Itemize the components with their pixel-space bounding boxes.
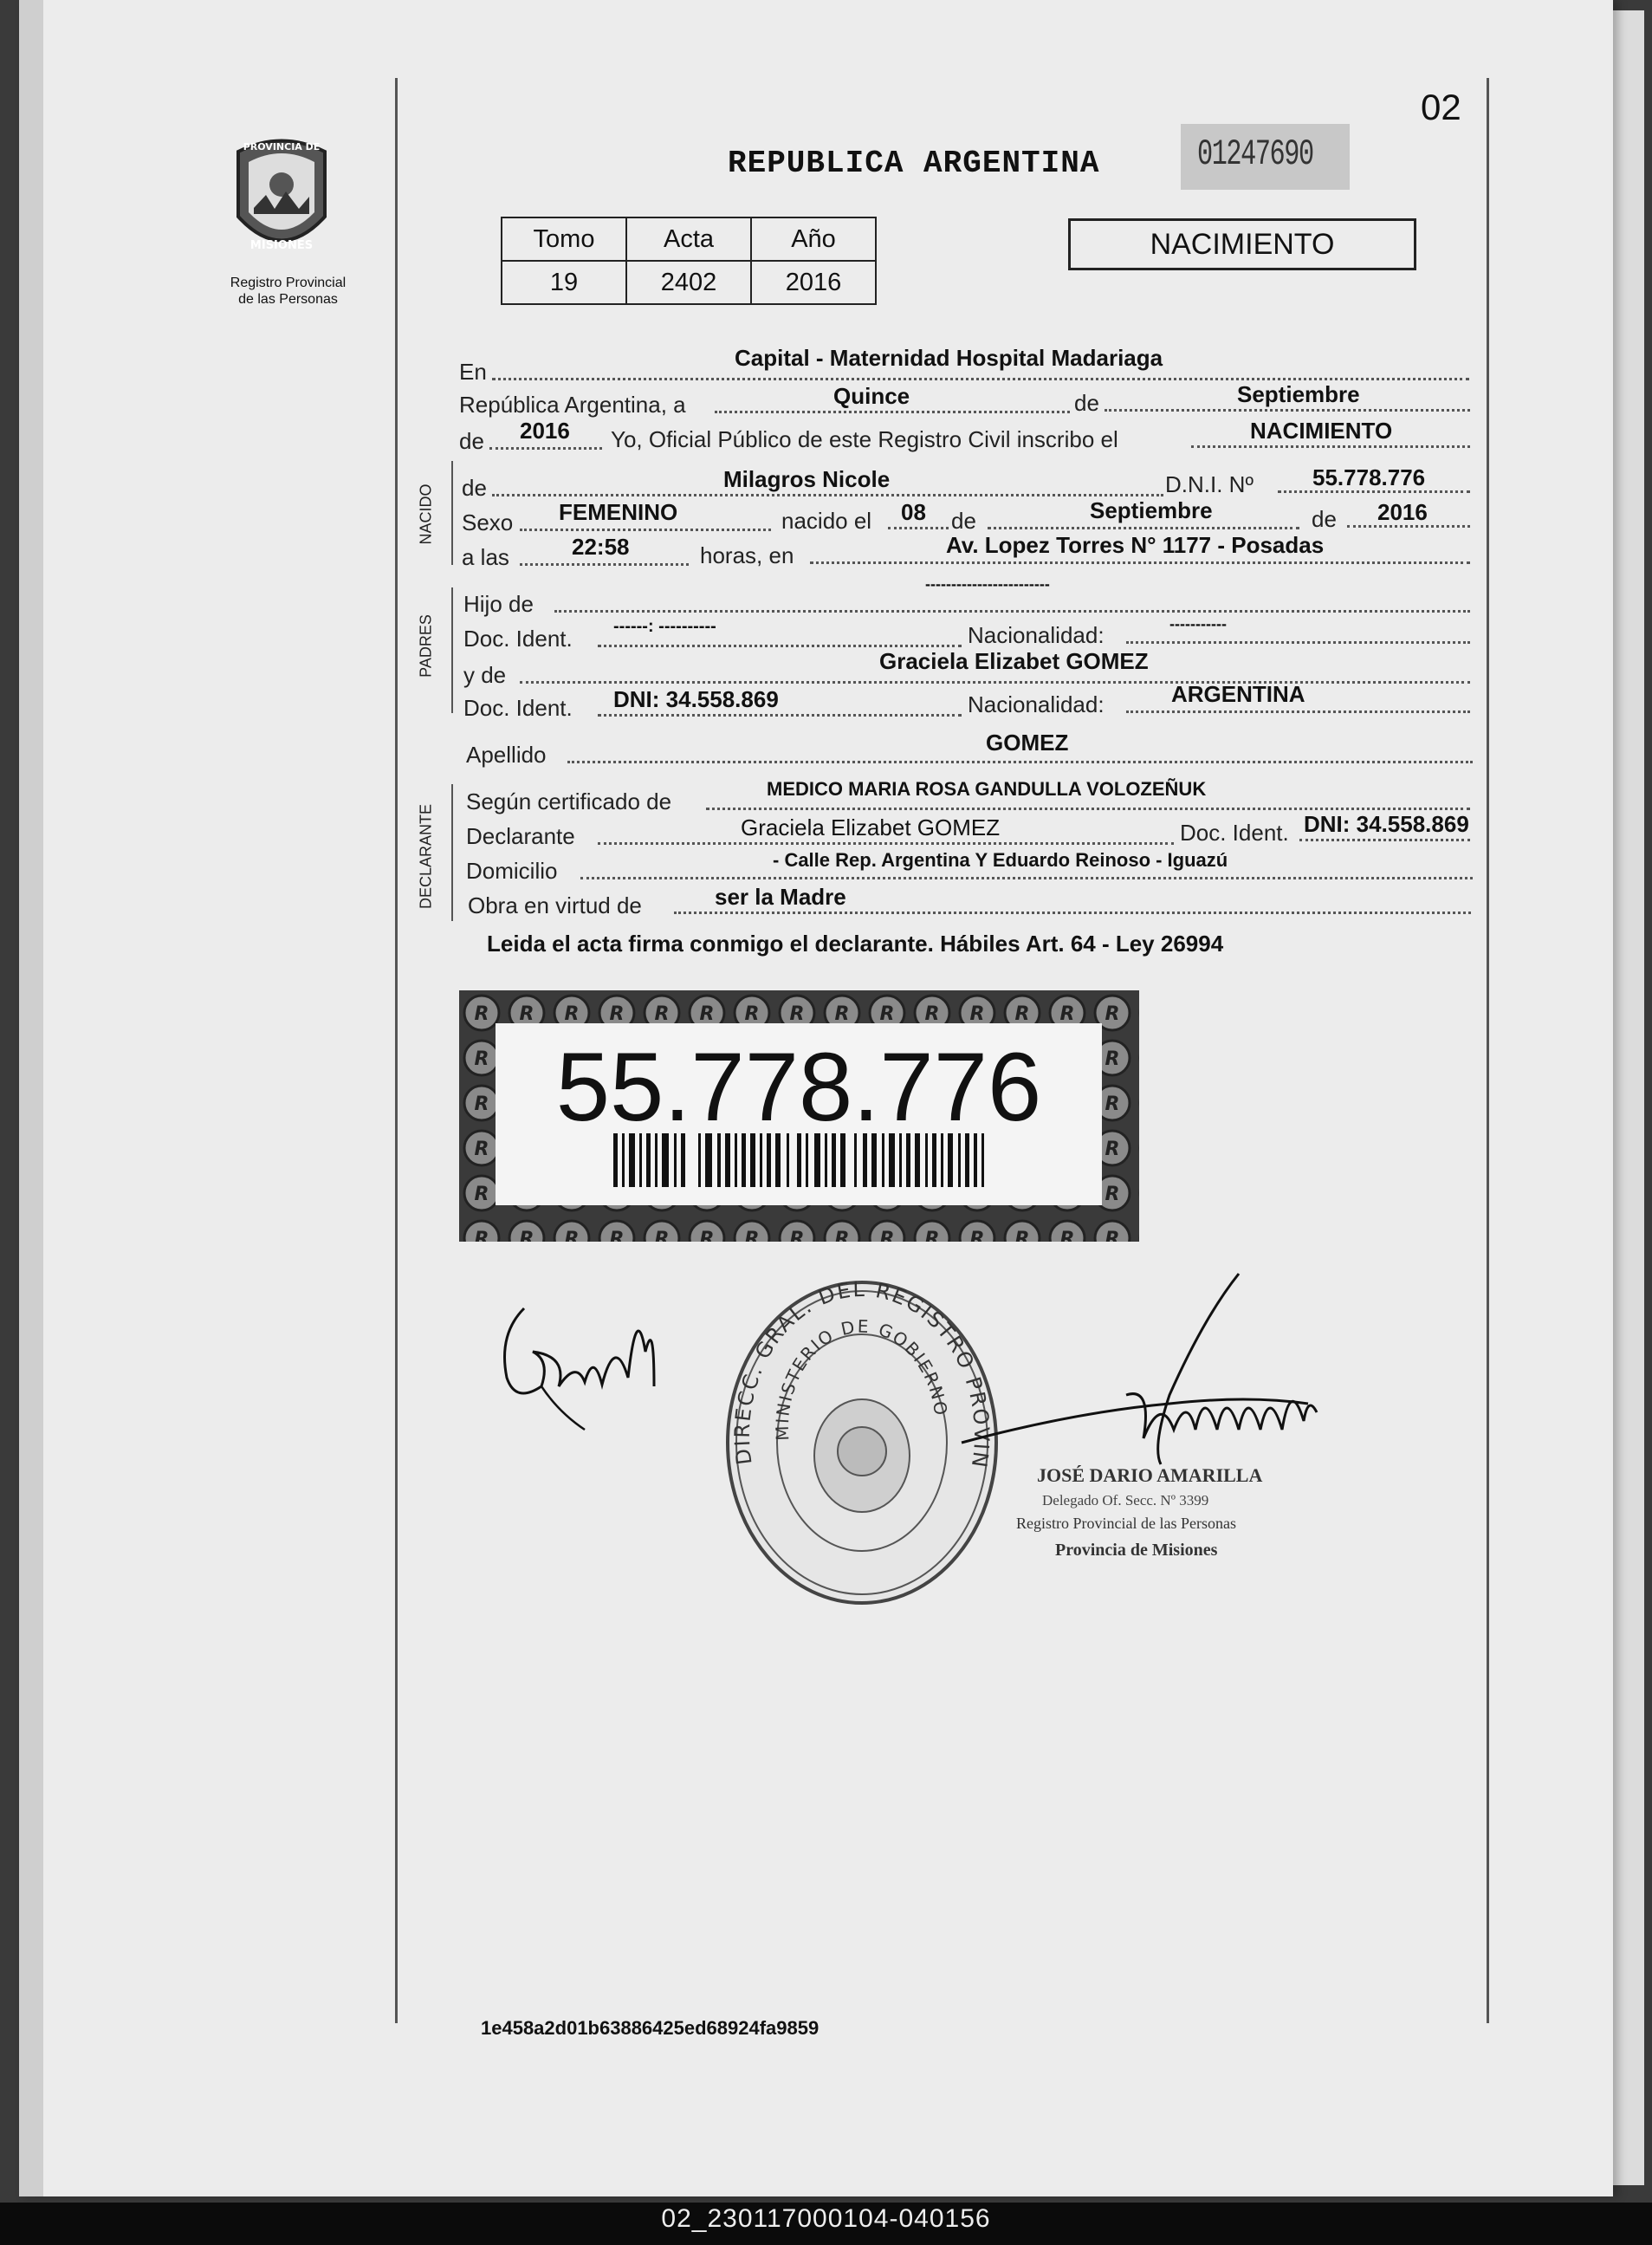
logo-caption-line2: de las Personas — [238, 292, 338, 307]
father-nationality-value: ----------- — [1169, 615, 1227, 633]
dotted-line — [489, 447, 602, 450]
image-footer-label: 02_230117000104-040156 — [661, 2204, 991, 2233]
domicilio-value: - Calle Rep. Argentina Y Eduardo Reinoso - Iguazú — [773, 849, 1228, 871]
de-label: de — [1312, 506, 1337, 532]
domicilio-label: Domicilio — [466, 858, 558, 884]
year-value: 2016 — [520, 418, 570, 444]
register-value-anio: 2016 — [751, 261, 876, 304]
child-name-value: Milagros Nicole — [723, 466, 891, 492]
birth-time-value: 22:58 — [572, 534, 630, 560]
de-label: de — [951, 508, 976, 534]
apellido-value: GOMEZ — [986, 730, 1069, 756]
apellido-label: Apellido — [466, 742, 547, 768]
dotted-line — [1126, 710, 1470, 713]
dotted-line — [520, 681, 1470, 684]
dotted-line — [1191, 445, 1470, 448]
sexo-value: FEMENINO — [559, 499, 678, 525]
dotted-line — [492, 378, 1469, 380]
doc-ident-label: Doc. Ident. — [463, 626, 573, 652]
birth-day-value: 08 — [901, 499, 926, 525]
horas-label: horas, en — [700, 542, 794, 568]
child-dni-value: 55.778.776 — [1312, 464, 1426, 490]
signatory-org: Registro Provincial de las Personas — [1016, 1515, 1236, 1532]
declarante-label: Declarante — [466, 823, 575, 849]
svg-text:MISIONES: MISIONES — [249, 239, 314, 252]
dotted-line — [520, 529, 771, 531]
dotted-line — [520, 563, 689, 566]
declarante-doc-value: DNI: 34.558.869 — [1304, 811, 1469, 837]
dotted-line — [1126, 641, 1470, 644]
father-doc-value: ------: ---------- — [613, 617, 716, 636]
declarante-value: Graciela Elizabet GOMEZ — [741, 814, 1001, 840]
mother-nationality-value: ARGENTINA — [1171, 681, 1305, 707]
signatory-name: JOSÉ DARIO AMARILLA — [1037, 1464, 1263, 1486]
page-edge — [19, 0, 43, 2196]
place-value: Capital - Maternidad Hospital Madariaga — [735, 345, 1163, 371]
de-label: de — [1074, 390, 1099, 416]
province-logo — [221, 134, 342, 264]
record-type-box: NACIMIENTO — [1068, 218, 1416, 270]
register-header-acta: Acta — [626, 217, 751, 261]
document-hash: 1e458a2d01b63886425ed68924fa9859 — [481, 2017, 820, 2039]
dotted-line — [888, 527, 949, 529]
dotted-line — [715, 411, 1070, 413]
register-table — [501, 217, 877, 305]
register-value-tomo: 19 — [502, 261, 626, 304]
certificado-value: MEDICO MARIA ROSA GANDULLA VOLOZEÑUK — [767, 778, 1207, 800]
doc-ident-label: Doc. Ident. — [1180, 820, 1289, 846]
sexo-label: Sexo — [462, 509, 514, 535]
certificado-label: Según certificado de — [466, 788, 672, 814]
page-number: 02 — [1421, 87, 1461, 127]
signatory-role: Delegado Of. Secc. Nº 3399 — [1042, 1492, 1209, 1509]
section-divider-declarante — [451, 784, 453, 921]
month-value: Septiembre — [1237, 381, 1360, 407]
dotted-line — [674, 912, 1471, 914]
delegate-signature — [944, 1265, 1386, 1495]
obra-value: ser la Madre — [715, 884, 846, 910]
registrar-signature — [489, 1282, 680, 1460]
nacionalidad-label: Nacionalidad: — [968, 622, 1105, 648]
doc-ident-label: Doc. Ident. — [463, 695, 573, 721]
dotted-line — [810, 561, 1470, 564]
register-header-tomo: Tomo — [502, 217, 626, 261]
de-label: de — [462, 475, 487, 501]
birth-month-value: Septiembre — [1090, 497, 1213, 523]
mother-name-value: Graciela Elizabet GOMEZ — [879, 648, 1149, 674]
mother-doc-value: DNI: 34.558.869 — [613, 686, 779, 712]
document-title: REPUBLICA ARGENTINA — [728, 146, 1100, 181]
section-label-declarante: DECLARANTE — [417, 803, 435, 910]
dotted-line — [598, 645, 962, 647]
father-name-value: ------------------------ — [925, 575, 1050, 593]
nacido-el-label: nacido el — [781, 508, 872, 534]
signatory-province: Provincia de Misiones — [1055, 1541, 1218, 1560]
margin-line — [395, 78, 398, 2023]
right-border-line — [1487, 78, 1489, 2023]
day-words-value: Quince — [833, 383, 910, 409]
dotted-line — [1105, 409, 1470, 412]
seal-inner-text: MINISTERIO DE GOBIERNO — [771, 1315, 952, 1442]
de2-label: de — [459, 428, 484, 454]
section-label-padres: PADRES — [417, 614, 435, 678]
seal-outer-text: DIRECC. GRAL. DEL REGISTRO PROVIN — [729, 1276, 994, 1471]
dni-label: D.N.I. Nº — [1165, 471, 1254, 497]
section-divider-nacido — [451, 461, 453, 565]
republica-label: República Argentina, a — [459, 392, 686, 418]
obra-label: Obra en virtud de — [468, 892, 642, 918]
hijo-de-label: Hijo de — [463, 591, 534, 617]
dotted-line — [580, 877, 1473, 879]
inscribe-label: Yo, Oficial Público de este Registro Civil inscribo el — [611, 426, 1118, 452]
svg-text:PROVINCIA DE: PROVINCIA DE — [243, 141, 321, 152]
dotted-line — [492, 494, 1163, 496]
id-number: 55.778.776 — [555, 1033, 1042, 1141]
nacionalidad-label: Nacionalidad: — [968, 691, 1105, 717]
dotted-line — [554, 610, 1470, 613]
closing-statement: Leida el acta firma conmigo el declarante. Hábiles Art. 64 - Ley 26994 — [487, 931, 1224, 957]
dotted-line — [567, 761, 1473, 763]
section-divider-padres — [451, 587, 453, 713]
en-label: En — [459, 359, 487, 385]
alas-label: a las — [462, 544, 509, 570]
dotted-line — [1299, 839, 1470, 841]
birth-address-value: Av. Lopez Torres N° 1177 - Posadas — [946, 532, 1325, 558]
y-de-label: y de — [463, 662, 507, 688]
birth-year-value: 2016 — [1377, 499, 1428, 525]
dotted-line — [706, 808, 1470, 810]
dotted-line — [598, 714, 962, 717]
section-label-nacido: NACIDO — [417, 483, 435, 545]
register-header-anio: Año — [751, 217, 876, 261]
register-value-acta: 2402 — [626, 261, 751, 304]
dotted-line — [988, 527, 1299, 529]
logo-caption — [195, 275, 381, 308]
act-value: NACIMIENTO — [1250, 418, 1393, 444]
dotted-line — [598, 842, 1174, 845]
serial-number: 01247690 — [1197, 133, 1313, 175]
logo-caption-line1: Registro Provincial — [230, 276, 347, 290]
